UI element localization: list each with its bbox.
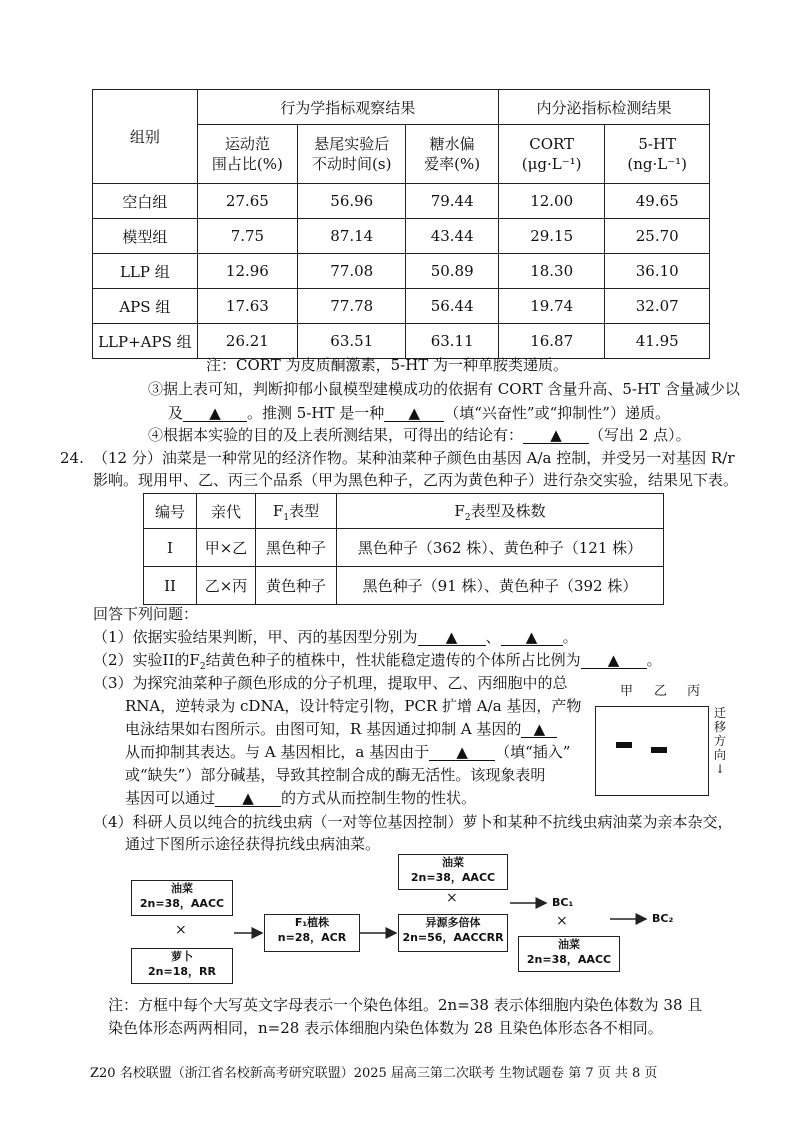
col-header: 悬尾实验后 不动时间(s) bbox=[298, 125, 406, 184]
p3-line5: 或“缺失”）部分碱基，导致其控制合成的酶无活性。该现象表明 bbox=[125, 766, 546, 784]
table-row: LLP 组 12.96 77.08 50.89 18.30 36.10 bbox=[93, 254, 710, 289]
behavior-header: 行为学指标观察结果 bbox=[197, 90, 498, 125]
answer-blank[interactable]: ▲ bbox=[215, 790, 281, 807]
answer-blank[interactable]: ▲ bbox=[429, 744, 495, 761]
question-number: 24. bbox=[60, 449, 84, 467]
cross-symbol: × bbox=[175, 922, 187, 938]
table-row: 模型组 7.75 87.14 43.44 29.15 25.70 bbox=[93, 219, 710, 254]
p1-line: （1）依据实验结果判断，甲、丙的基因型分别为 ▲ 、 ▲ 。 bbox=[93, 628, 578, 646]
q4-line: ④根据本实验的目的及上表所测结果，可得出的结论有： ▲ （写出 2 点）。 bbox=[148, 426, 691, 444]
rapeseed-box-2: 油菜 2n=38，AACC bbox=[398, 854, 508, 890]
col-header: 5-HT (ng·L⁻¹) bbox=[605, 125, 710, 184]
parent-rapeseed-box: 油菜 2n=38，AACC bbox=[131, 880, 233, 916]
table-row: 空白组 27.65 56.96 79.44 12.00 49.65 bbox=[93, 184, 710, 219]
cross-symbol: × bbox=[556, 913, 568, 929]
lane-label: 乙 bbox=[654, 684, 668, 699]
q3-line2: 及 ▲ 。推测 5-HT 是一种 ▲ （填“兴奋性”或“抑制性”）递质。 bbox=[168, 404, 670, 422]
p3-line3: 电泳结果如右图所示。由图可知，R 基因通过抑制 A 基因的 ▲ bbox=[125, 719, 557, 739]
answer-blank[interactable]: ▲ bbox=[418, 629, 486, 646]
table-row: LLP+APS 组 26.21 63.51 63.11 16.87 41.95 bbox=[93, 324, 710, 359]
p2-line: （2）实验II的$F_2$结黄色种子的植株中，性状能稳定遗传的个体所占比例为 ▲ 。 bbox=[93, 651, 662, 672]
answer-blank[interactable]: ▲ bbox=[501, 629, 563, 646]
allopolyploid-box: 异源多倍体 2n=56，AACCRR bbox=[398, 914, 508, 952]
col-header: $F_2$表型及株数 bbox=[337, 494, 664, 529]
answer-blank[interactable]: ▲ bbox=[183, 405, 247, 422]
lane-label: 丙 bbox=[687, 684, 701, 699]
down-arrow-icon: ↓ bbox=[714, 762, 726, 776]
diagram-note-line1: 注：方框中每个大写英文字母表示一个染色体组。2n=38 表示体细胞内染色体数为 38 且 bbox=[108, 996, 703, 1014]
p4-line1: （4）科研人员以纯合的抗线虫病（一对等位基因控制）萝卜和某种不抗线虫病油菜为亲本杂交， bbox=[93, 813, 733, 831]
rapeseed-box-3: 油菜 2n=38，AACC bbox=[518, 936, 620, 972]
col-header: CORT (μg·L⁻¹) bbox=[498, 125, 605, 184]
table-note: 注：CORT 为皮质酮激素，5-HT 为一种单胺类递质。 bbox=[206, 356, 569, 374]
col-header: 亲代 bbox=[197, 494, 256, 529]
table-row: II 乙×丙 黄色种子 黑色种子（91 株）、黄色种子（392 株） bbox=[144, 567, 664, 605]
answer-blank[interactable]: ▲ bbox=[523, 427, 589, 444]
col-header: 运动范 围占比(%) bbox=[197, 125, 297, 184]
group-header: 组别 bbox=[93, 90, 198, 184]
p4-line2: 通过下图所示途径获得抗线虫病油菜。 bbox=[125, 835, 381, 853]
answer-blank[interactable]: ▲ bbox=[581, 652, 647, 669]
p3-line6: 基因可以通过 ▲ 的方式从而控制生物的性状。 bbox=[125, 789, 477, 807]
answer-blank[interactable]: ▲ bbox=[384, 405, 444, 422]
bc1-label: BC₁ bbox=[552, 896, 574, 909]
endocrine-header: 内分泌指标检测结果 bbox=[498, 90, 709, 125]
q3-line1: ③据上表可知，判断抑郁小鼠模型建模成功的依据有 CORT 含量升高、5-HT 含量减少以 bbox=[148, 380, 740, 398]
table-row: APS 组 17.63 77.78 56.44 19.74 32.07 bbox=[93, 289, 710, 324]
migration-direction-label: 迁 移 方 向 ↓ bbox=[713, 706, 726, 776]
lane-label: 甲 bbox=[620, 684, 634, 699]
f1-plant-box: F₁植株 n=28，ACR bbox=[264, 914, 360, 952]
q24-line2: 影响。现用甲、乙、丙三个品系（甲为黑色种子，乙丙为黄色种子）进行杂交实验，结果见下表。 bbox=[93, 471, 739, 489]
answer-blank[interactable]: ▲ bbox=[521, 721, 557, 738]
page-footer: Z20 名校联盟（浙江省名校新高考研究联盟）2025 届高三第二次联考 生物试题卷 第 7 页 共 8 页 bbox=[90, 1066, 658, 1081]
p3-line4: 从而抑制其表达。与 A 基因相比，a 基因由于 ▲ （填“插入” bbox=[125, 743, 571, 761]
parent-radish-box: 萝卜 2n=18，RR bbox=[131, 948, 233, 984]
questions-intro: 回答下列问题： bbox=[93, 605, 199, 623]
q24-line1: （12 分）油菜是一种常见的经济作物。某种油菜种子颜色由基因 A/a 控制，并受另一对基因 R/r bbox=[93, 449, 735, 467]
p3-line1: （3）为探究油菜种子颜色形成的分子机理，提取甲、乙、丙细胞中的总 bbox=[93, 674, 568, 692]
p3-line2: RNA，逆转录为 cDNA，设计特定引物，PCR 扩增 A/a 基因，产物 bbox=[125, 697, 582, 715]
diagram-note-line2: 染色体形态两两相同，n=28 表示体细胞内染色体数为 28 且染色体形态各不相同。 bbox=[108, 1019, 663, 1037]
col-header: 糖水偏 爱率(%) bbox=[406, 125, 498, 184]
cross-symbol: × bbox=[446, 890, 458, 906]
bc2-label: BC₂ bbox=[652, 912, 674, 925]
col-header: 编号 bbox=[144, 494, 197, 529]
table-row: I 甲×乙 黑色种子 黑色种子（362 株）、黄色种子（121 株） bbox=[144, 529, 664, 567]
col-header: $F_1$表型 bbox=[256, 494, 337, 529]
